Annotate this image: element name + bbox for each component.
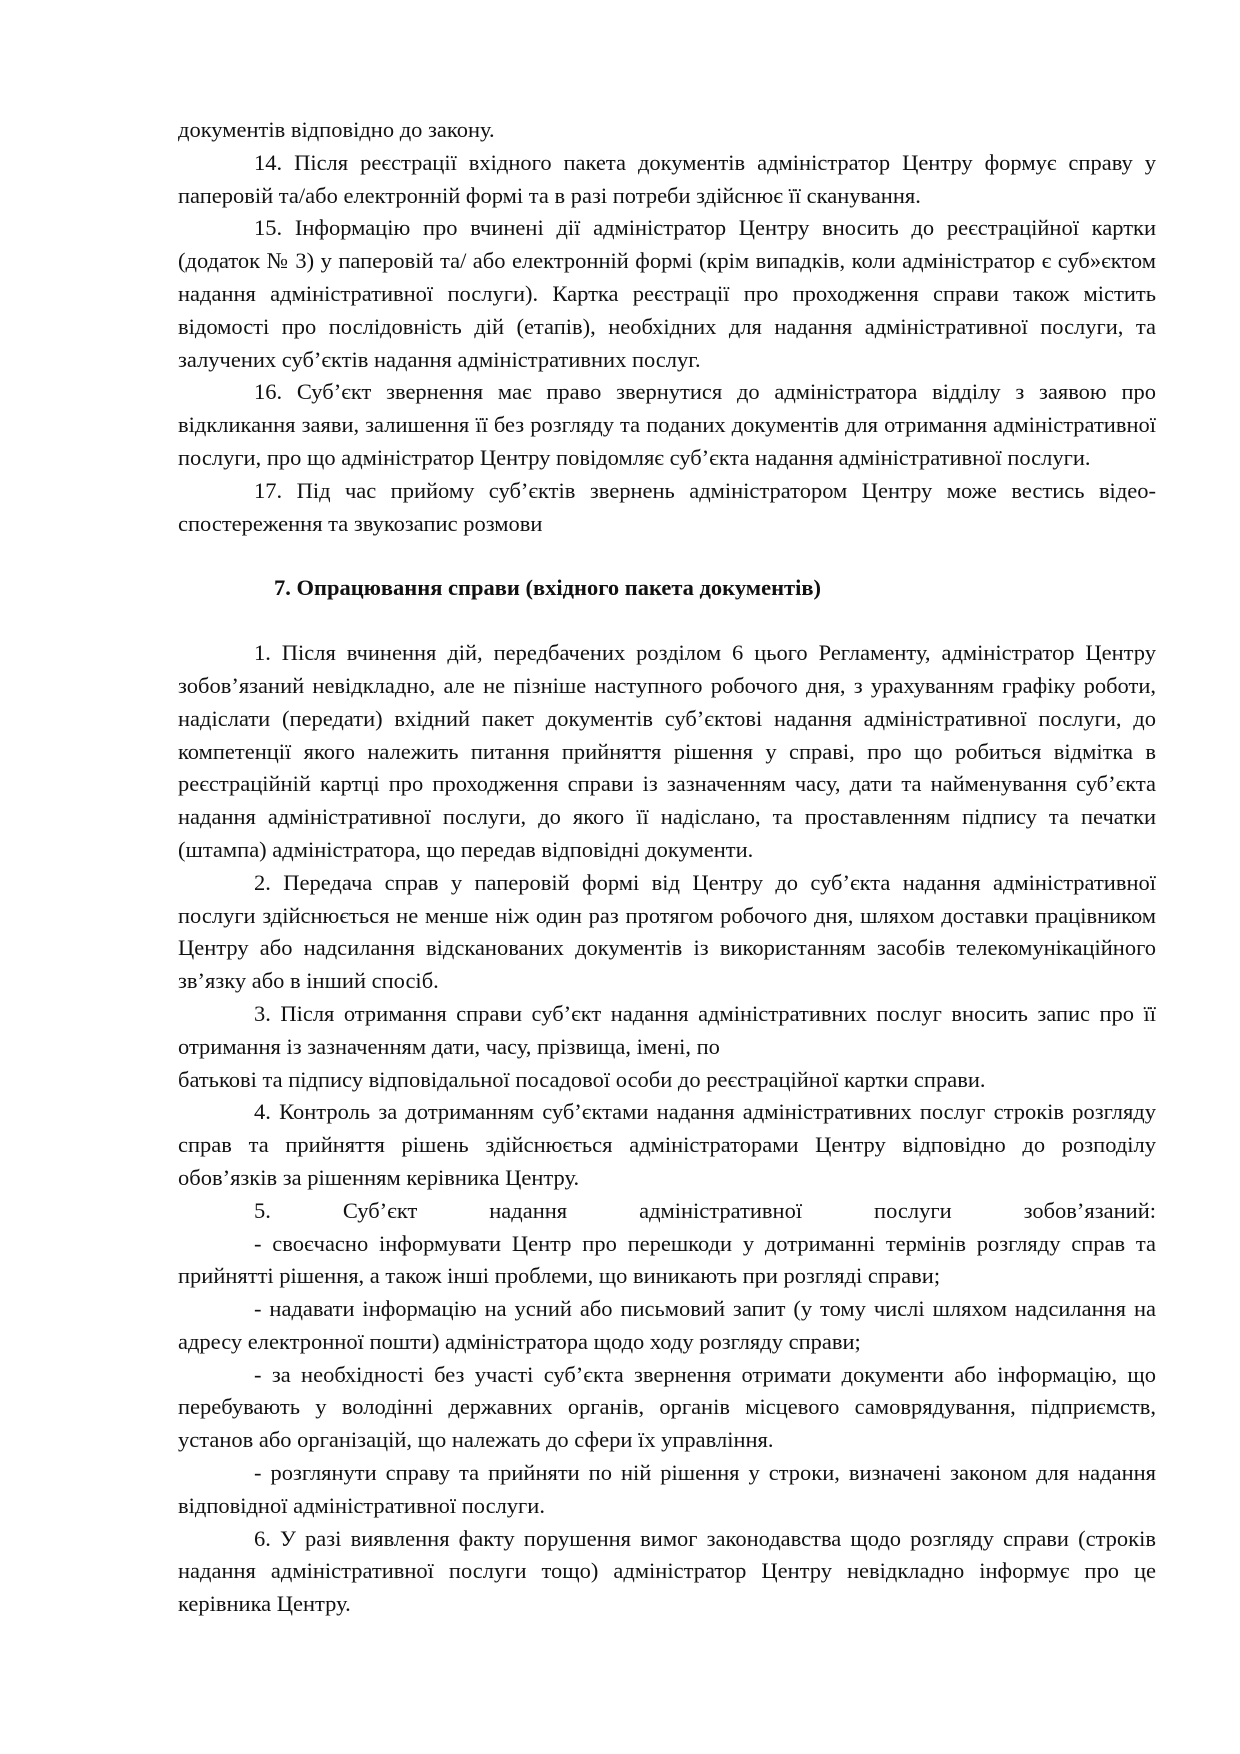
section-item-4: 4. Контроль за дотриманням суб’єктами надання адміністративних послуг строків розгляду справ та прийняття рішень здійснюється адміністраторами Центру відповідно до розподілу обов’язків за рішенням керівника Центру.	[178, 1099, 1156, 1190]
spacer	[178, 605, 1156, 637]
spacer	[178, 540, 1156, 572]
section-item-3-line-2: батькові та підпису відповідальної посадової особи до реєстраційної картки справи.	[178, 1066, 986, 1092]
section-heading: 7. Опрацювання справи (вхідного пакета документів)	[274, 575, 821, 601]
section-item-1: 1. Після вчинення дій, передбачених розділом 6 цього Регламенту, адміністратор Центру зобов’язаний невідкладно, але не пізніше наступного робочого дня, з урахуванням графіку роботи, надіслати (передати) вхідний пакет документів суб’єктові надання адміністративної послуги, до компетенції якого належить питання прийняття рішення у справі, про що робиться відмітка в реєстраційній картці про проходження справи із зазначенням часу, дати та найменування суб’єкта надання адміністративної послуги, до якого її надіслано, та проставленням підпису та печатки (штампа) адміністратора, що передав відповідні документи.	[178, 640, 1156, 862]
section-item-5-bullet-c: - за необхідності без участі суб’єкта звернення отримати документи або інформацію, що перебувають у володінні державних органів, органів місцевого самоврядування, підприємств, установ або організацій, що належать до сфери їх управління.	[178, 1361, 1156, 1453]
paragraph-17: 17. Під час прийому суб’єктів звернень адміністратором Центру може вестись відео-спостереження та звукозапис розмови	[178, 477, 1156, 536]
section-item-5-bullet-d: - розглянути справу та прийняти по ній рішення у строки, визначені законом для надання відповідної адміністративної послуги.	[178, 1460, 1156, 1518]
paragraph-continuation: документів відповідно до закону.	[178, 117, 495, 142]
section-item-5: 5. Суб’єкт надання адміністративної послуги зобов’язаний:	[254, 1197, 1156, 1223]
section-item-5-bullet-a: - своєчасно інформувати Центр про перешкоди у дотриманні термінів розгляду справ та прийнятті рішення, а також інші проблеми, що виникають при розгляді справи;	[178, 1230, 1156, 1289]
document-page	[178, 114, 1156, 1621]
paragraph-15: 15. Інформацію про вчинені дії адміністратор Центру вносить до реєстраційної картки (додаток № 3) у паперовій та/ або електронній формі (крім випадків, коли адміністратор є суб»єктом надання адміністративної послуги). Картка реєстрації про проходження справи також містить відомості про послідовність дій (етапів), необхідних для надання адміністративної послуги, та залучених суб’єктів надання адміністративних послуг.	[178, 215, 1156, 372]
paragraph-16: 16. Суб’єкт звернення має право звернутися до адміністратора відділу з заявою про відкликання заяви, залишення її без розгляду та поданих документів для отримання адміністративної послуги, про що адміністратор Центру повідомляє суб’єкта надання адміністративної послуги.	[178, 379, 1156, 470]
section-item-6: 6. У разі виявлення факту порушення вимог законодавства щодо розгляду справи (строків надання адміністративної послуги тощо) адміністратор Центру невідкладно інформує про це керівника Центру.	[178, 1525, 1156, 1617]
section-item-3-line-1: 3. Після отримання справи суб’єкт надання адміністративних послуг вносить запис про її отримання із зазначенням дати, часу, прізвища, імені, по	[178, 1000, 1156, 1059]
section-item-2: 2. Передача справ у паперовій формі від Центру до суб’єкта надання адміністративної послуги здійснюється не менше ніж один раз протягом робочого дня, шляхом доставки працівником Центру або надсилання відсканованих документів із використанням засобів телекомунікаційного зв’язку або в інший спосіб.	[178, 869, 1156, 994]
section-item-5-bullet-b: - надавати інформацію на усний або письмовий запит (у тому числі шляхом надсилання на адресу електронної пошти) адміністратора щодо ходу розгляду справи;	[178, 1296, 1156, 1354]
paragraph-14: 14. Після реєстрації вхідного пакета документів адміністратор Центру формує справу у паперовій та/або електронній формі та в разі потреби здійснює її сканування.	[178, 149, 1156, 208]
